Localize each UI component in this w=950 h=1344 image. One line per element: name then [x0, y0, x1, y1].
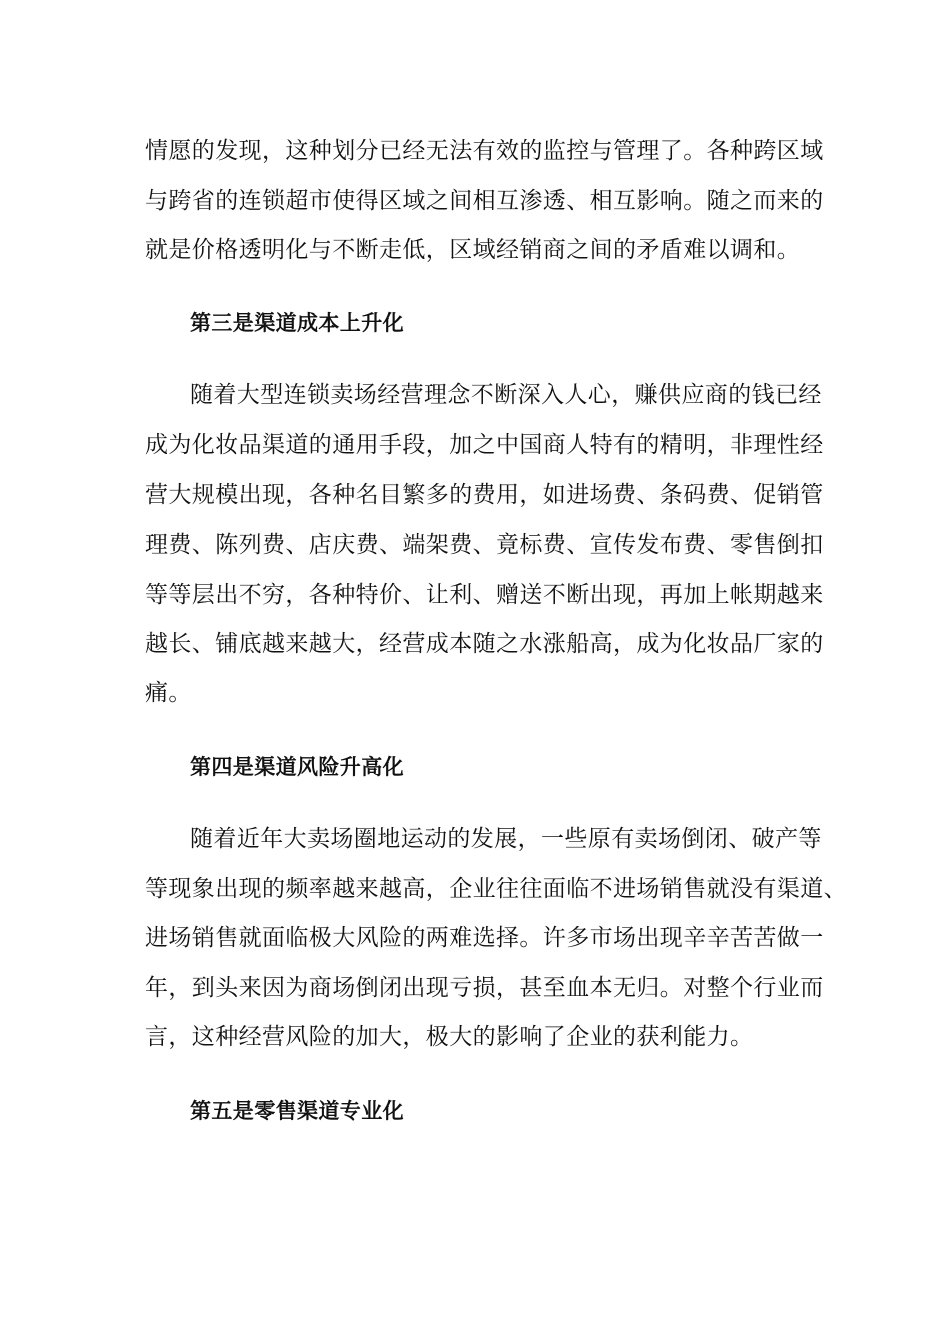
section-heading-5: 第五是零售渠道专业化 — [190, 1099, 404, 1123]
paragraph-1-line-3: 就是价格透明化与不断走低，区域经销商之间的矛盾难以调和。 — [145, 237, 801, 263]
paragraph-3-line-1: 随着近年大卖场圈地运动的发展，一些原有卖场倒闭、破产等 — [190, 826, 822, 852]
paragraph-2-line-6: 越长、铺底越来越大，经营成本随之水涨船高，成为化妆品厂家的 — [145, 631, 824, 657]
section-heading-4: 第四是渠道风险升高化 — [190, 755, 404, 779]
paragraph-3-line-5: 言，这种经营风险的加大，极大的影响了企业的获利能力。 — [145, 1024, 754, 1050]
paragraph-3-line-2: 等现象出现的频率越来越高，企业往往面临不进场销售就没有渠道、 — [145, 876, 847, 902]
paragraph-1-line-2: 与跨省的连锁超市使得区域之间相互渗透、相互影响。随之而来的 — [145, 188, 824, 214]
paragraph-2-line-3: 营大规模出现，各种名目繁多的费用，如进场费、条码费、促销管 — [145, 482, 824, 508]
paragraph-2-line-5: 等等层出不穷，各种特价、让利、赠送不断出现，再加上帐期越来 — [145, 582, 824, 608]
section-heading-3: 第三是渠道成本上升化 — [190, 311, 404, 335]
paragraph-2-line-2: 成为化妆品渠道的通用手段，加之中国商人特有的精明，非理性经 — [145, 432, 824, 458]
paragraph-2-line-1: 随着大型连锁卖场经营理念不断深入人心，赚供应商的钱已经 — [190, 382, 822, 408]
paragraph-3-line-3: 进场销售就面临极大风险的两难选择。许多市场出现辛辛苦苦做一 — [145, 925, 824, 951]
paragraph-2-line-7: 痛。 — [145, 680, 192, 706]
paragraph-1-line-1: 情愿的发现，这种划分已经无法有效的监控与管理了。各种跨区域 — [145, 138, 824, 164]
paragraph-2-line-4: 理费、陈列费、店庆费、端架费、竟标费、宣传发布费、零售倒扣 — [145, 532, 824, 558]
paragraph-3-line-4: 年，到头来因为商场倒闭出现亏损，甚至血本无归。对整个行业而 — [145, 975, 824, 1001]
